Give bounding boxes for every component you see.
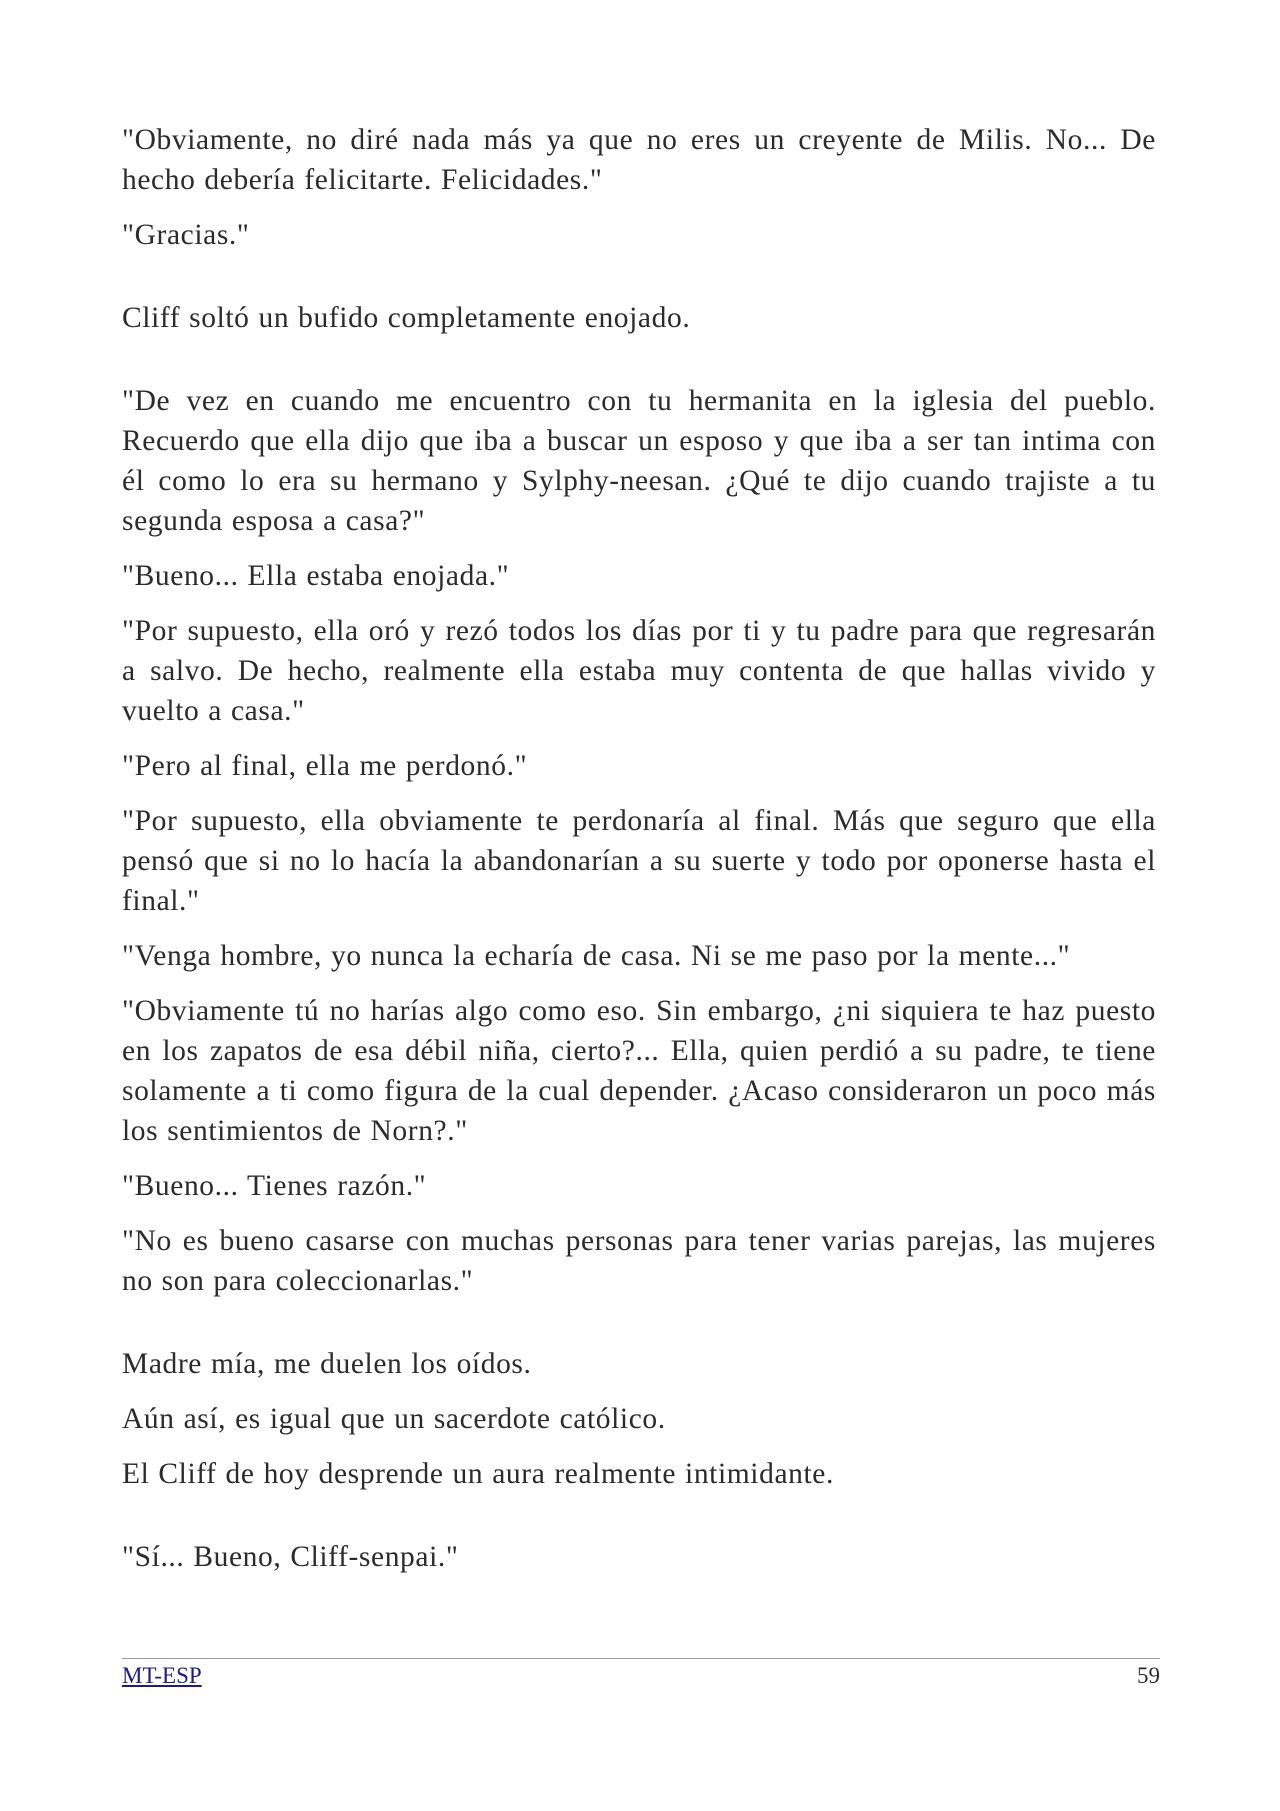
- paragraph: "Bueno... Ella estaba enojada.": [122, 560, 510, 592]
- footer-link[interactable]: MT-ESP: [122, 1663, 202, 1688]
- paragraph: "Por supuesto, ella oró y rezó todos los días por ti y tu padre para que regresarán a salvo. De hecho, realmente ella estaba muy contenta de que hallas vivido y vuelto a casa.": [122, 615, 1156, 727]
- paragraph: "Obviamente tú no harías algo como eso. Sin embargo, ¿ni siquiera te haz puesto en los zapatos de esa débil niña, cierto?... Ella, quien perdió a su padre, te tiene solamente a ti como figura de la cual depender. ¿Acaso consideraron un poco más los sentimientos de Norn?.": [122, 995, 1156, 1147]
- paragraph: El Cliff de hoy desprende un aura realmente intimidante.: [122, 1458, 834, 1490]
- page-footer: [122, 1662, 1160, 1692]
- paragraph: "Venga hombre, yo nunca la echaría de casa. Ni se me paso por la mente...": [122, 940, 1071, 972]
- paragraph: "Gracias.": [122, 219, 250, 251]
- paragraph: "Obviamente, no diré nada más ya que no eres un creyente de Milis. No... De hecho debería felicitarte. Felicidades.": [122, 124, 1156, 196]
- paragraph: "No es bueno casarse con muchas personas para tener varias parejas, las mujeres no son para coleccionarlas.": [122, 1225, 1156, 1297]
- paragraph: Cliff soltó un bufido completamente enojado.: [122, 302, 691, 334]
- paragraph: Madre mía, me duelen los oídos.: [122, 1348, 532, 1380]
- paragraph: "De vez en cuando me encuentro con tu hermanita en la iglesia del pueblo. Recuerdo que ella dijo que iba a buscar un esposo y que iba a ser tan intima con él como lo era su hermano y Sylphy-neesan. ¿Qué te dijo cuando trajiste a tu segunda esposa a casa?": [122, 385, 1156, 537]
- paragraph: "Por supuesto, ella obviamente te perdonaría al final. Más que seguro que ella pensó que si no lo hacía la abandonarían a su suerte y todo por oponerse hasta el final.": [122, 805, 1156, 917]
- page-number: 59: [1137, 1663, 1160, 1688]
- footer-divider: [122, 1658, 1160, 1659]
- paragraph: Aún así, es igual que un sacerdote católico.: [122, 1403, 666, 1435]
- document-body: [122, 120, 1156, 1592]
- paragraph: "Sí... Bueno, Cliff-senpai.": [122, 1541, 459, 1573]
- paragraph: "Bueno... Tienes razón.": [122, 1170, 427, 1202]
- paragraph: "Pero al final, ella me perdonó.": [122, 750, 528, 782]
